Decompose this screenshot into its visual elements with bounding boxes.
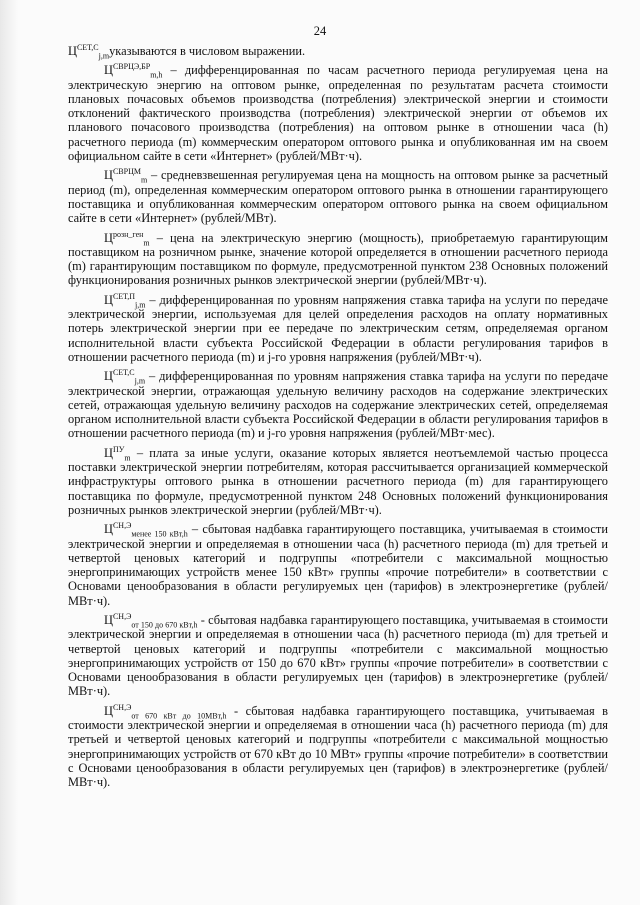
- formula-symbol: $Ц^{СВРЦМ}_m$: [104, 167, 148, 185]
- definition-paragraph: $Ц^{СЕТ,С}_{j,m}$ – дифференцированная по уровням напряжения ставка тарифа на услуги по передаче электрической энергии, отражающая удельную величину расходов на содержание электрических сетей, отражающая удельную величину расходов на содержание электрических сетей, определяемая органом исполнительной власти субъекта Российской Федерации в области регулирования тарифов в отношении расчетного периода (m) и j-го уровня напряжения (рублей/МВт·мес).: [68, 368, 608, 441]
- formula-symbol: $Ц^{СВРЦЭ,БР}_{m,h}$: [104, 62, 163, 80]
- formula-symbol: $Ц^{ПУ}_m$: [104, 444, 131, 463]
- page-number: 24: [313, 24, 327, 38]
- formula-symbol: $Ц^{СН,Э}_{от 670 кВт до 10МВт,h}$: [104, 702, 227, 721]
- document-body: [68, 44, 608, 795]
- formula-symbol: $Ц^{розн\_ген}_m$: [104, 229, 150, 248]
- definition-paragraph: $Ц^{СВРЦМ}_m$ – средневзвешенная регулируемая цена на мощность на оптовом рынке за расчетный период (m), определенная коммерческим оператором оптового рынка в отношении гарантирующего поставщика и опубликованная коммерческим оператором оптового рынка на своем официальном сайте в сети «Интернет» (рублей/МВт).: [68, 167, 608, 226]
- definition-paragraph: $Ц^{ПУ}_m$ – плата за иные услуги, оказание которых является неотъемлемой частью процесса поставки электрической энергии потребителям, которая рассчитывается организацией коммерческой инфраструктуры оптового рынка в отношении расчетного периода (m) для гарантирующего поставщика по формуле, предусмотренной пунктом 248 Основных положений функционирования розничных рынков электрической энергии (рублей/МВт·ч).: [68, 444, 608, 517]
- definition-paragraph: $Ц^{СВРЦЭ,БР}_{m,h}$ – дифференцированная по часам расчетного периода регулируемая цена на электрическую энергию на оптовом рынке, определенная по результатам расчета стоимости плановых почасовых объемов производства (потребления) электрической энергии и стоимости отклонений фактического производства (потребления) электрической энергии от объемов их планового почасового производства (потребления) на оптовом рынке в отношении часа (h) расчетного периода (m) коммерческим оператором оптового рынка и опубликованная им на своем официальном сайте в сети «Интернет» (рублей/МВт·ч).: [68, 62, 608, 164]
- formula-symbol: $Ц^{СН,Э}_{менее 150 кВт,h}$: [104, 521, 188, 539]
- formula-symbol: $Ц^{СН,Э}_{от 150 до 670 кВт,h}$: [104, 611, 198, 630]
- definition-paragraph: $Ц^{СН,Э}_{от 150 до 670 кВт,h}$ - сбытовая надбавка гарантирующего поставщика, учитываемая в стоимости электрической энергии и определяемая в отношении часа (h) расчетного периода (m) для третьей и четвертой ценовых категорий и подгруппы «потребители с максимальной мощностью энергопринимающих устройств от 150 до 670 кВт» группы «прочие потребители» в соответствии с Основами ценообразования в области регулируемых цен (тарифов) в электроэнергетике (рублей/МВт·ч).: [68, 611, 609, 699]
- definition-paragraph: $Ц^{СЕТ,П}_{j,m}$ – дифференцированная по уровням напряжения ставка тарифа на услуги по передаче электрической энергии, используемая для целей определения расходов на оплату нормативных потерь электрической энергии при ее передаче по электрическим сетям, определяемая органом исполнительной власти субъекта Российской Федерации в области регулирования тарифов в отношении расчетного периода (m) и j-го уровня напряжения (рублей/МВт·ч).: [68, 291, 608, 364]
- formula-symbol: $Ц^{СЕТ,С}_{j,m}$: [104, 368, 146, 386]
- definition-paragraph: $Ц^{СН,Э}_{менее 150 кВт,h}$ – сбытовая надбавка гарантирующего поставщика, учитываемая в стоимости электрической энергии и определяемая в отношении часа (h) расчетного периода (m) для третьей и четвертой ценовых категорий и подгруппы «потребители с максимальной мощностью энергопринимающих устройств менее 150 кВт» группы «прочие потребители» в соответствии с Основами ценообразования в области регулируемых цен (тарифов) в электроэнергетике (рублей/МВт·ч).: [68, 521, 608, 608]
- definition-paragraph: $Ц^{розн\_ген}_m$ – цена на электрическую энергию (мощность), приобретаемую гарантирующим поставщиком на розничном рынке, значение которой определяется в отношении расчетного периода (m) гарантирующим поставщиком по формуле, предусмотренной пунктом 238 Основных положений функционирования розничных рынков электрической энергии (рублей/МВт·ч).: [68, 229, 608, 288]
- formula-symbol: $Ц^{СЕТ,П}_{j,m}$: [104, 291, 146, 310]
- definition-paragraph: $Ц^{СЕТ,С}_{j,m}указываются$ в числовом выражении.: [68, 42, 306, 61]
- scan-edge-shadow: [0, 0, 18, 905]
- definition-paragraph: $Ц^{СН,Э}_{от 670 кВт до 10МВт,h}$ - сбытовая надбавка гарантирующего поставщика, учитываемая в стоимости электрической энергии и определяемая в отношении часа (h) расчетного периода (m) для третьей и четвертой ценовых категорий и подгруппы «потребители с максимальной мощностью энергопринимающих устройств от 670 кВт до 10 МВт» группы «прочие потребители» в соответствии с Основами ценообразования в области регулируемых цен (тарифов) в электроэнергетике (рублей/МВт·ч).: [68, 702, 608, 790]
- formula-symbol: $Ц^{СЕТ,С}_{j,m}$: [68, 42, 110, 61]
